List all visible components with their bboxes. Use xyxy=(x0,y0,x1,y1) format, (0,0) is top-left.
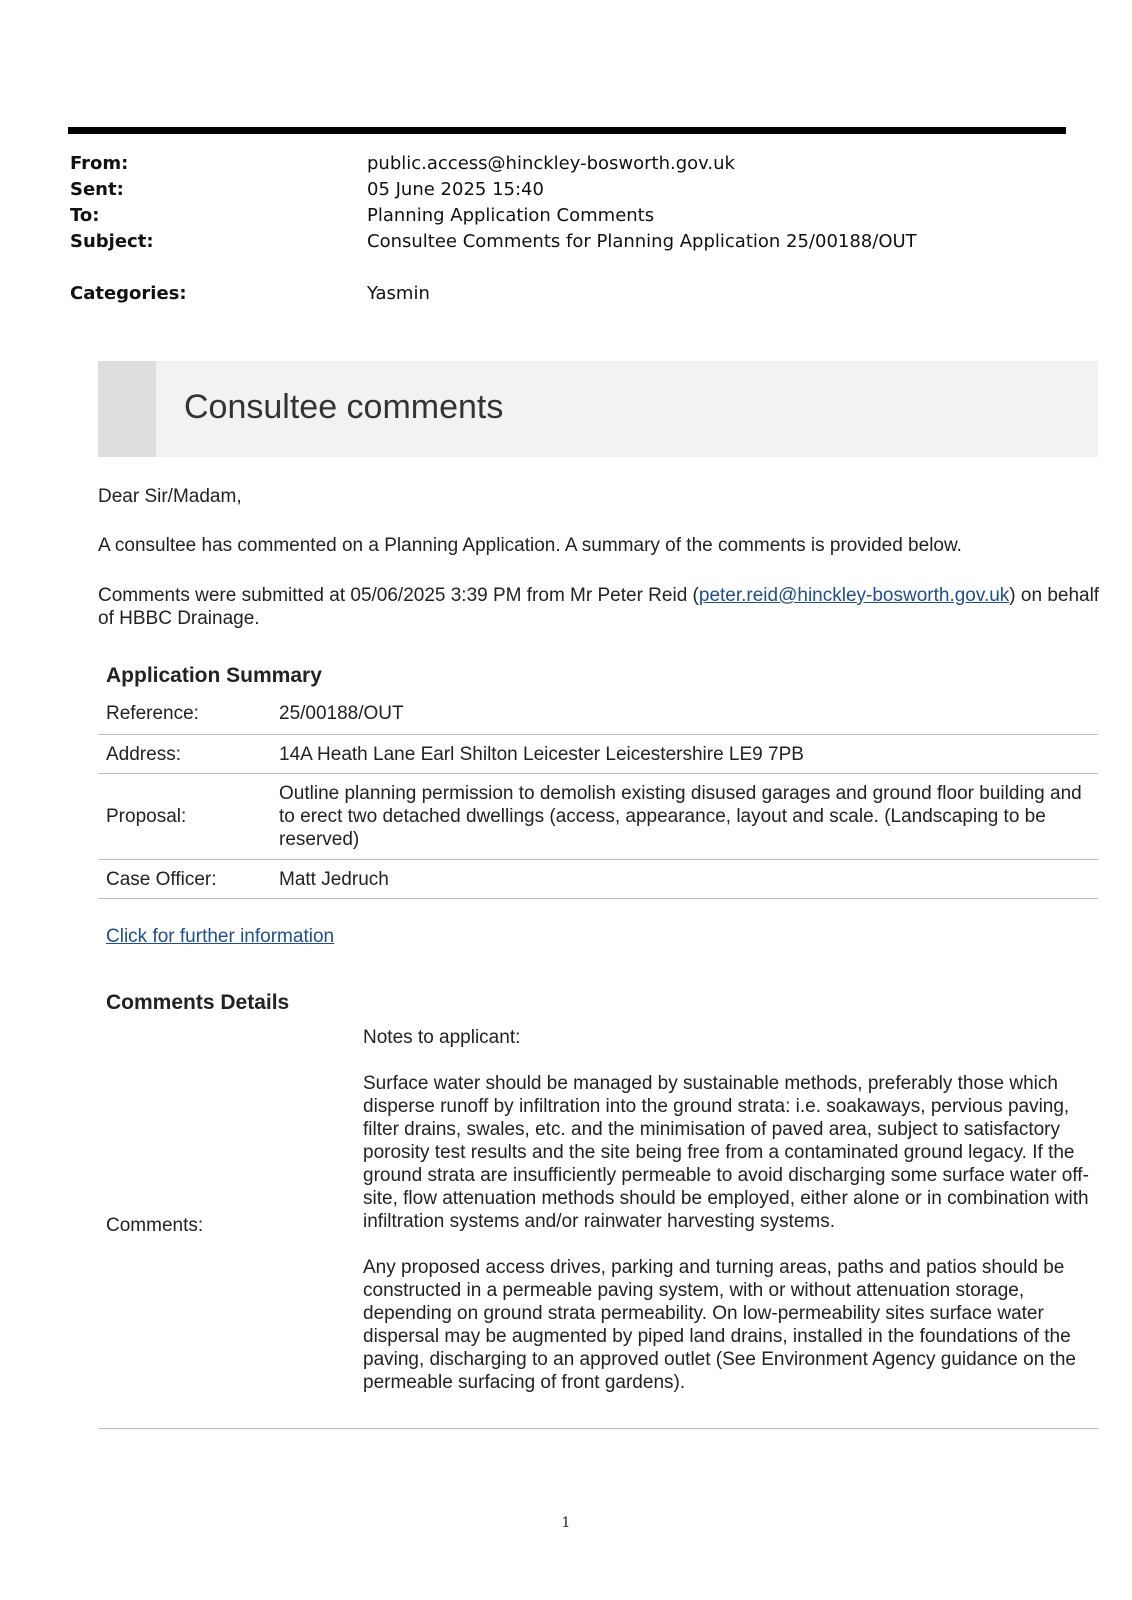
subject-label: Subject: xyxy=(70,231,154,252)
sent-value: 05 June 2025 15:40 xyxy=(367,179,544,200)
case-officer-value: Matt Jedruch xyxy=(279,869,389,890)
comments-paragraph: Notes to applicant: xyxy=(363,1027,521,1048)
banner-accent-bar xyxy=(98,361,156,457)
table-row xyxy=(98,860,1098,899)
comments-details-heading: Comments Details xyxy=(106,991,290,1014)
banner-title: Consultee comments xyxy=(184,388,504,426)
consultee-banner xyxy=(98,361,1098,457)
application-summary-heading: Application Summary xyxy=(106,664,322,687)
address-value: 14A Heath Lane Earl Shilton Leicester Leicestershire LE9 7PB xyxy=(279,744,804,765)
header-divider xyxy=(68,127,1066,134)
proposal-value: Outline planning permission to demolish existing disused garages and ground floor building and to erect two detached dwellings (access, appearance, layout and scale. (Landscaping to be reserved) xyxy=(279,783,1082,850)
case-officer-label: Case Officer: xyxy=(106,869,217,890)
categories-label: Categories: xyxy=(70,283,187,304)
comments-label: Comments: xyxy=(106,1215,204,1236)
subject-value: Consultee Comments for Planning Application 25/00188/OUT xyxy=(367,231,917,252)
submitted-line xyxy=(98,584,1100,630)
categories-row xyxy=(70,283,1070,309)
comments-row xyxy=(98,1026,1098,1429)
consultee-email-link[interactable]: peter.reid@hinckley-bosworth.gov.uk xyxy=(698,585,1010,606)
summary-line: A consultee has commented on a Planning Application. A summary of the comments is provided below. xyxy=(98,535,962,556)
reference-value: 25/00188/OUT xyxy=(279,703,404,724)
page-number: 1 xyxy=(561,1515,571,1531)
further-info-link[interactable]: Click for further information xyxy=(106,926,335,947)
comments-paragraph: Surface water should be managed by sustainable methods, preferably those which disperse runoff by infiltration into the ground strata: i.e. soakaways, pervious paving, filter drains, swales, etc. and the minimisation of paved area, subject to satisfactory porosity test results and the site being free from a contaminated ground legacy. If the ground strata are insufficiently permeable to avoid discharging some surface water off-site, flow attenuation methods should be employed, either alone or in combination with infiltration systems and/or rainwater harvesting systems. xyxy=(363,1073,1089,1232)
sent-label: Sent: xyxy=(70,179,124,200)
table-row xyxy=(98,735,1098,774)
reference-label: Reference: xyxy=(106,703,199,724)
table-row xyxy=(98,774,1098,860)
submitted-prefix: Comments were submitted at 05/06/2025 3:39 PM from Mr Peter Reid ( xyxy=(98,585,699,606)
from-label: From: xyxy=(70,153,129,174)
submitted-suffix: ) on behalf of HBBC Drainage. xyxy=(98,585,1100,629)
subject-row xyxy=(70,231,1070,257)
comments-text xyxy=(363,1026,1091,1417)
to-value: Planning Application Comments xyxy=(367,205,655,226)
sent-row xyxy=(70,179,1070,205)
address-label: Address: xyxy=(106,744,181,765)
categories-value: Yasmin xyxy=(367,283,430,304)
greeting: Dear Sir/Madam, xyxy=(98,486,242,507)
comments-paragraph: Any proposed access drives, parking and turning areas, paths and patios should be constructed in a permeable paving system, with or without attenuation storage, depending on ground strata permeability. On low-permeability sites surface water dispersal may be augmented by piped land drains, installed in the foundations of the paving, discharging to an approved outlet (See Environment Agency guidance on the permeable surfacing of front gardens). xyxy=(363,1257,1076,1393)
from-row xyxy=(70,153,1070,179)
table-row xyxy=(98,693,1098,735)
proposal-label: Proposal: xyxy=(106,806,187,827)
to-label: To: xyxy=(70,205,100,226)
from-value: public.access@hinckley-bosworth.gov.uk xyxy=(367,153,735,174)
to-row xyxy=(70,205,1070,231)
